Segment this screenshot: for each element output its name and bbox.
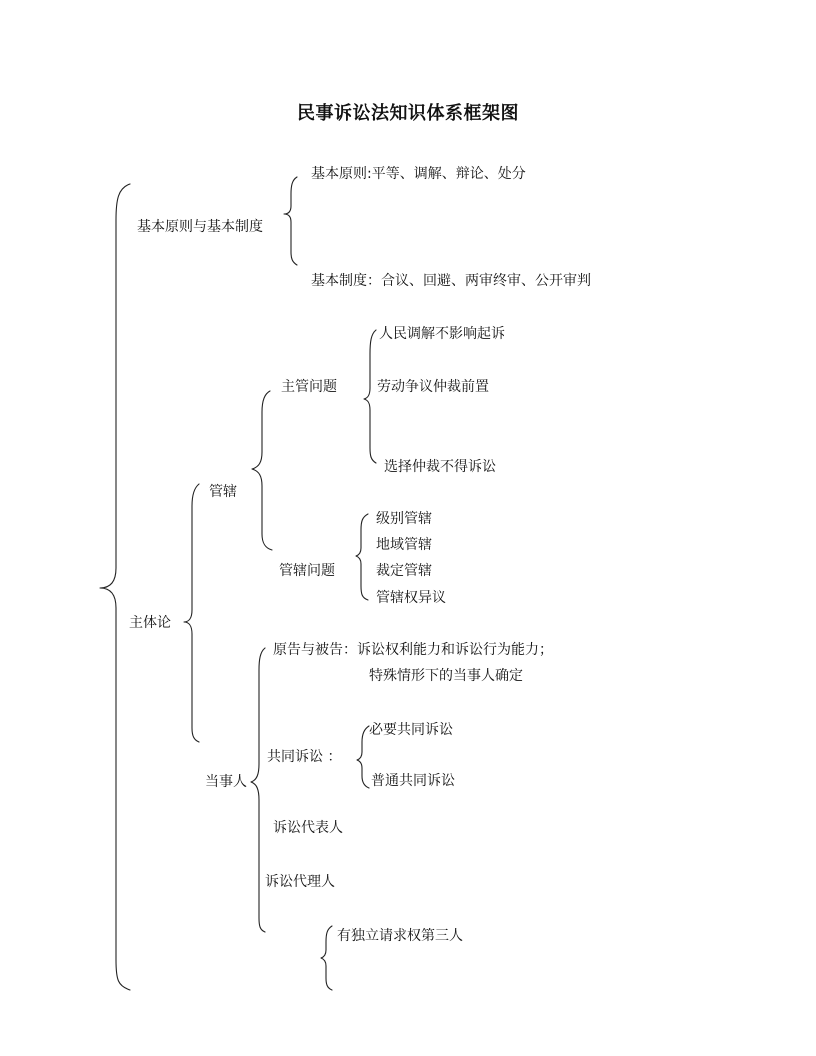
agent-label: 诉讼代理人	[265, 874, 335, 890]
joint-litigation-label: 共同诉讼 ：	[267, 749, 342, 765]
parties-label: 当事人	[205, 774, 247, 790]
venue-label: 管辖问题	[279, 563, 335, 579]
jurisdiction-label: 管辖	[209, 484, 237, 500]
competence-item: 劳动争议仲裁前置	[377, 379, 489, 395]
parties-brace	[251, 648, 265, 932]
venue-brace	[356, 514, 368, 600]
venue-item: 地域管辖	[376, 537, 432, 553]
principles-brace	[284, 177, 297, 265]
third-party-brace	[321, 926, 332, 990]
third-party-label: 有独立请求权第三人	[337, 928, 463, 944]
plaintiff-defendant-line1: 原告与被告：诉讼权利能力和诉讼行为能力；	[273, 642, 553, 658]
subject-brace	[184, 484, 199, 742]
joint-litigation-item: 普通共同诉讼	[371, 773, 455, 789]
basic-systems-text: 基本制度：合议、回避、两审终审、公开审判	[311, 273, 591, 289]
competence-item: 选择仲裁不得诉讼	[384, 459, 496, 475]
plaintiff-defendant-line2: 特殊情形下的当事人确定	[369, 668, 523, 684]
page-title: 民事诉讼法知识体系框架图	[297, 103, 519, 124]
joint-litigation-item: 必要共同诉讼	[369, 722, 453, 738]
basic-principles-text: 基本原则:平等、调解、辩论、处分	[311, 166, 526, 182]
competence-item: 人民调解不影响起诉	[379, 326, 505, 342]
outer-brace	[100, 184, 130, 990]
subject-label: 主体论	[129, 615, 171, 631]
jurisdiction-brace	[252, 391, 272, 550]
venue-item: 管辖权异议	[376, 590, 446, 606]
venue-item: 级别管辖	[376, 511, 432, 527]
joint-litigation-brace	[357, 726, 369, 788]
competence-brace	[364, 330, 376, 463]
venue-item: 裁定管辖	[376, 563, 432, 579]
representative-label: 诉讼代表人	[273, 820, 343, 836]
principles-label: 基本原则与基本制度	[137, 219, 263, 235]
competence-label: 主管问题	[281, 379, 337, 395]
